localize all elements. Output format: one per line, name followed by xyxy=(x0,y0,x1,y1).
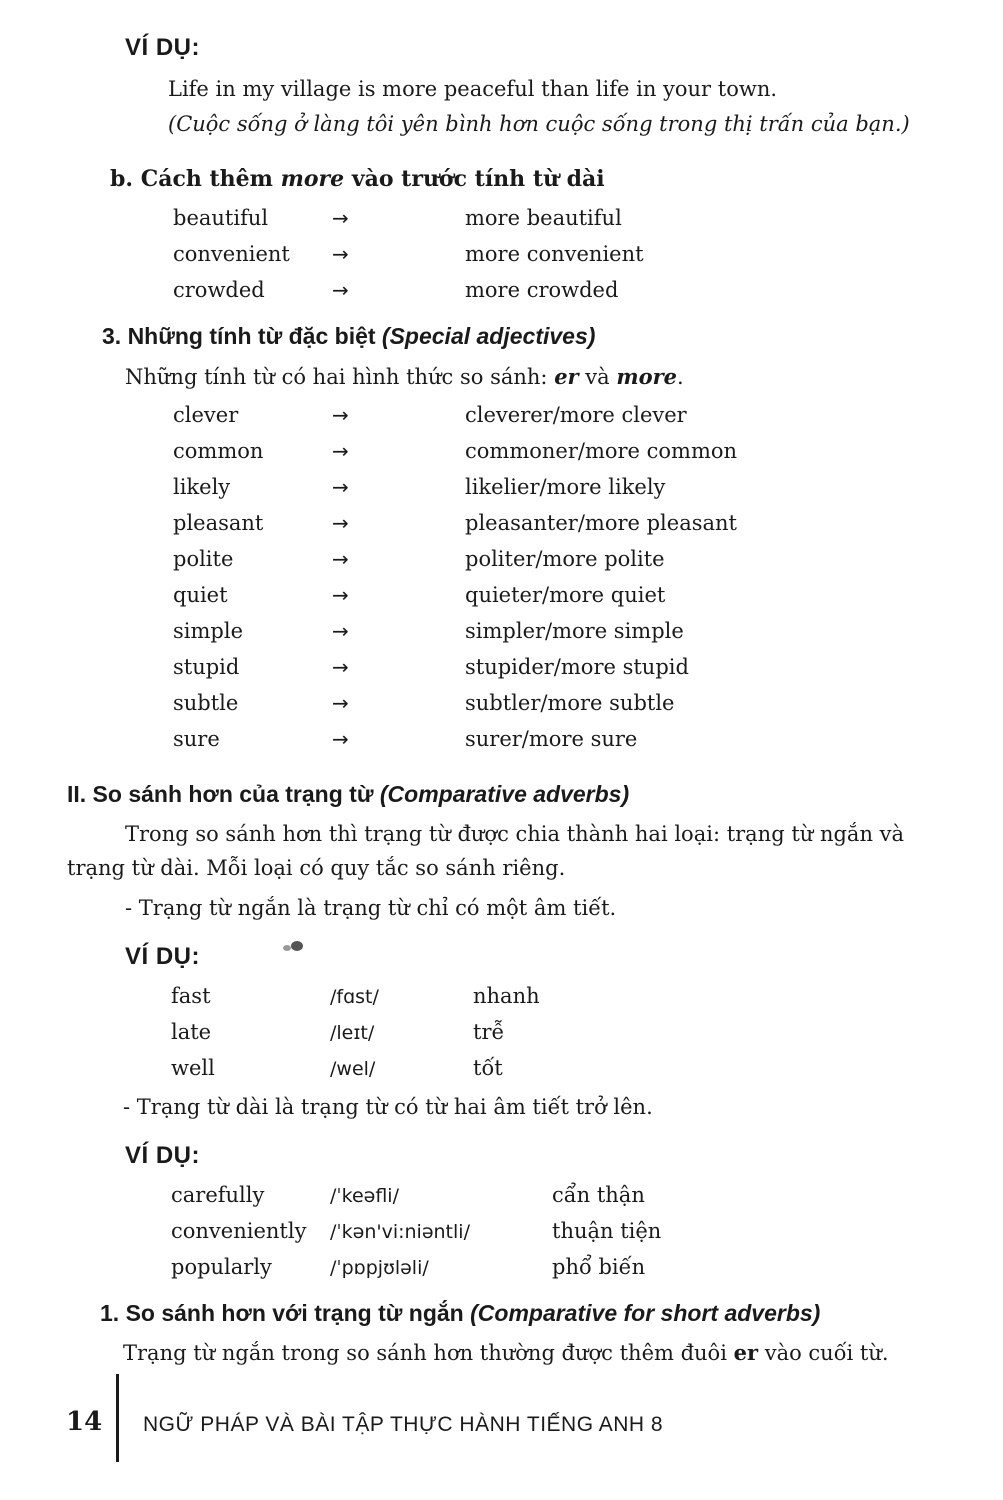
section-II-paragraph-line-2: trạng từ dài. Mỗi loại có quy tắc so sánh riêng. xyxy=(67,856,566,880)
example-label: VÍ DỤ: xyxy=(125,1142,200,1169)
arrow-icon: → xyxy=(332,475,349,499)
arrow-icon: → xyxy=(332,439,349,463)
short-adverb-definition: - Trạng từ ngắn là trạng từ chỉ có một âm tiết. xyxy=(125,896,617,920)
example-label: VÍ DỤ: xyxy=(125,943,200,970)
arrow-icon: → xyxy=(332,727,349,751)
section-II-heading: II. So sánh hơn của trạng từ (Comparative adverbs) xyxy=(67,781,630,807)
ink-smudge xyxy=(280,938,306,954)
arrow-icon: → xyxy=(332,206,349,230)
section-1-description: Trạng từ ngắn trong so sánh hơn thường được thêm đuôi er vào cuối từ. xyxy=(123,1340,889,1365)
section-3-heading: 3. Những tính từ đặc biệt (Special adjectives) xyxy=(102,323,596,349)
arrow-icon: → xyxy=(332,619,349,643)
example-sentence-en: Life in my village is more peaceful than life in your town. xyxy=(168,77,778,101)
section-1-heading: 1. So sánh hơn với trạng từ ngắn (Comparative for short adverbs) xyxy=(100,1300,821,1326)
book-page: VÍ DỤ: Life in my village is more peaceful than life in your town. (Cuộc sống ở làng tôi yên bình hơn cuộc sống trong thị trấn của bạn.) b. Cách thêm more vào trước tính từ dài beautiful → more beautiful convenient → more convenient crowded → more crowded 3. Những tính từ đặc biệt (Special adjectives) Những tính từ có hai hình thức so sánh: er và more. clever → cleverer/more clever common → commoner/more common likely → likelier/more likely pleasant → pleasanter/more pleasant polite → politer/more polite quiet → quieter/more quiet simple → simpler/more simple stupid → stupider/more stupid subtle → subtler/more subtle sure → surer/more sure II. So sánh hơn của trạng từ (Comparative adverbs) Trong so sánh hơn thì trạng từ được chia thành hai loại: trạng từ ngắn và trạng từ dài. Mỗi loại có quy tắc so sánh riêng. - Trạng từ ngắn là trạng từ chỉ có một âm tiết. VÍ DỤ: fast /fɑst/ nhanh late /leɪt/ trễ well /wel/ tốt - Trạng từ dài là trạng từ có từ hai âm tiết trở lên. VÍ DỤ: carefully /ˈkeəfli/ cẩn thận conveniently /ˈkən'vi:niəntli/ thuận tiện popularly /ˈpɒpjʊləli/ phổ biến 1. So sánh hơn với trạng từ ngắn (Comparative for short adverbs) Trạng từ ngắn trong so sánh hơn thường được thêm đuôi er vào cuối từ. 14 NGỮ PHÁP VÀ BÀI TẬP THỰC HÀNH TIẾNG ANH 8 xyxy=(0,0,1003,1500)
page-number: 14 xyxy=(66,1407,103,1437)
section-3-description: Những tính từ có hai hình thức so sánh: er và more. xyxy=(125,364,684,389)
arrow-icon: → xyxy=(332,691,349,715)
example-label: VÍ DỤ: xyxy=(125,34,200,61)
footer-divider xyxy=(116,1374,119,1462)
arrow-icon: → xyxy=(332,583,349,607)
arrow-icon: → xyxy=(332,403,349,427)
long-adverb-definition: - Trạng từ dài là trạng từ có từ hai âm tiết trở lên. xyxy=(123,1095,653,1119)
book-title: NGỮ PHÁP VÀ BÀI TẬP THỰC HÀNH TIẾNG ANH 8 xyxy=(143,1413,664,1436)
arrow-icon: → xyxy=(332,278,349,302)
arrow-icon: → xyxy=(332,655,349,679)
arrow-icon: → xyxy=(332,547,349,571)
arrow-icon: → xyxy=(332,511,349,535)
arrow-icon: → xyxy=(332,242,349,266)
section-b-heading: b. Cách thêm more vào trước tính từ dài xyxy=(110,166,605,192)
example-sentence-vi: (Cuộc sống ở làng tôi yên bình hơn cuộc sống trong thị trấn của bạn.) xyxy=(168,112,910,136)
section-II-paragraph-line-1: Trong so sánh hơn thì trạng từ được chia thành hai loại: trạng từ ngắn và xyxy=(125,822,905,846)
